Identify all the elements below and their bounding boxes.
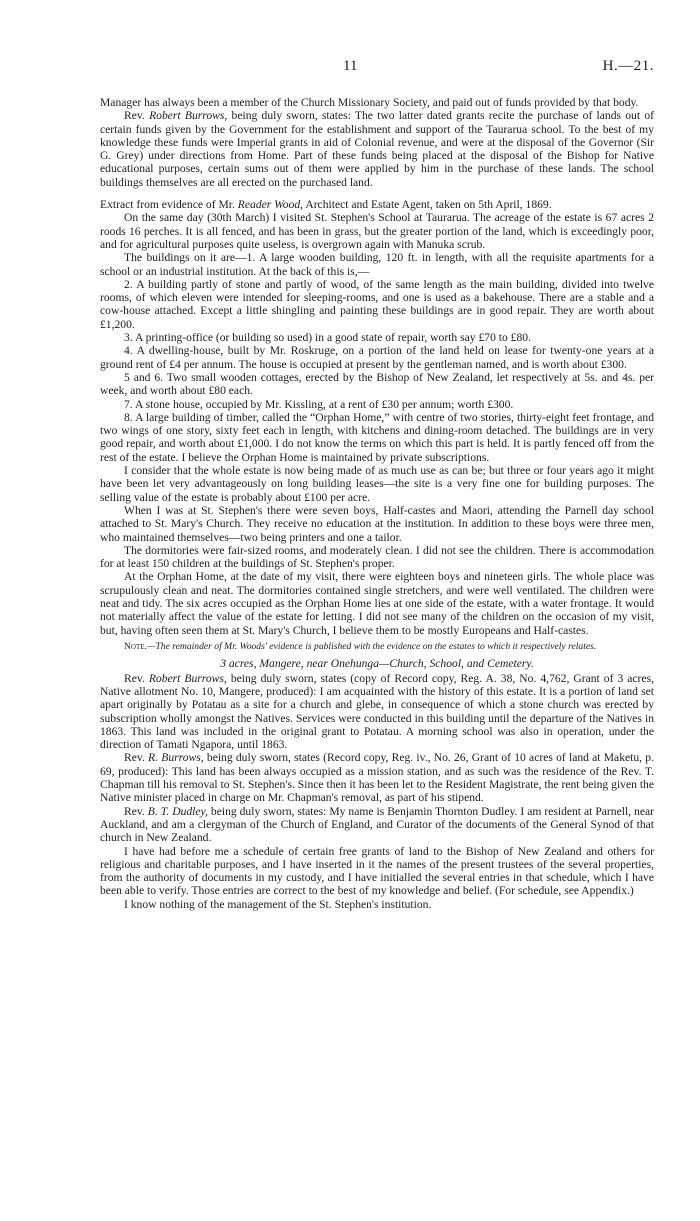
paragraph: 2. A building partly of stone and partly of wood, of the same length as the main building, divided into twelve rooms, of which eleven were intended for sleeping-rooms, and one is used as a bakehouse. There are a stable and a cow-house attached. Except a little shingling and painting these buildings are in good repair. They are worth about £1,200. — [100, 277, 654, 331]
paragraph: On the same day (30th March) I visited St. Stephen's School at Taurarua. The acreage of the estate is 67 acres 2 roods 16 perches. It is all fenced, and has been in grass, but the greater portion of the land, which is exceedingly poor, and for agricultural purposes quite useless, is overgrown again with Manuka scrub. — [100, 211, 654, 251]
evidence-extract-heading — [100, 198, 654, 211]
paragraph: Manager has always been a member of the Church Missionary Society, and paid out of funds provided by that body. — [100, 96, 639, 109]
witness-name: Robert Burrows, — [149, 109, 228, 123]
paragraph: 5 and 6. Two small wooden cottages, erected by the Bishop of New Zealand, let respectively at 5s. and 4s. per week, and worth about £80 each. — [100, 370, 654, 398]
paragraph: At the Orphan Home, at the date of my visit, there were eighteen boys and nineteen girls. The whole place was scrupulously clean and neat. The dormitories contained single stretchers, and were well ventilated. The children were neat and tidy. The six acres occupied as the Orphan Home lies at one side of the estate, with a water frontage. It would not materially affect the value of the estate for letting. I did not see many of the children on the occasion of my visit, but, having often seen them at St. Mary's Church, I believe them to be mostly Europeans and Half-castes. — [100, 570, 654, 637]
note-label: Note. — [124, 640, 147, 652]
paragraph-burrows-mangere — [100, 672, 654, 752]
paragraph-text: being duly sworn, states (copy of Record copy, Reg. A. 38, No. 4,762, Grant of 3 acres, Native allotment No. 10, Mangere, produced): I am acquainted with the history of this estate. It is a portion of land set apart originally by Potatau as a site for a church and glebe, in consequence of which a stone church was erected by subscription wholly amongst the Natives. Services were conducted in this building until the departure of the Natives in 1863. This land was included in the original grant to Potatau. A morning school was also in operation, under the direction of Tamati Ngapora, until 1863. — [100, 671, 654, 752]
title-prefix: Rev. — [124, 751, 149, 765]
paragraph-text: being duly sworn, states: My name is Benjamin Thornton Dudley. I am resident at Parnell, near Auckland, and am a clergyman of the Church of England, and Curator of the documents of the General Synod of that church in New Zealand. — [100, 804, 654, 845]
heading-text: Architect and Estate Agent, taken on 5th April, 1869. — [303, 198, 552, 212]
paragraph-text: being duly sworn, states: The two latter dated grants recite the purchase of lands out of certain funds given by the Government for the establishment and support of the Taurarua school. To the best of my knowledge these funds were Imperial grants in aid of Colonial revenue, and were at the disposal of the Governor (Sir G. Grey) under directions from Home. Part of these funds being placed at the disposal of the Bishop for Native educational purposes, certain sums out of them were applied by him in the purchase of these lands. The school buildings themselves are all erected on the purchased land. — [100, 109, 654, 189]
page-header — [100, 60, 654, 96]
paragraph-burrows-testimony — [100, 109, 654, 189]
paragraph: The buildings on it are—1. A large wooden building, 120 ft. in length, with all the requisite apartments for a school or an industrial institution. At the back of this is,— — [100, 251, 654, 278]
paragraph-dudley-testimony — [100, 805, 654, 845]
witness-name: Reader Wood, — [237, 198, 304, 212]
title-prefix: Rev. — [124, 671, 149, 685]
paragraph: The dormitories were fair-sized rooms, and moderately clean. I did not see the children. There is accommodation for at least 150 children at the buildings of St. Stephen's proper. — [100, 543, 654, 571]
section-heading: 3 acres, Mangere, near Onehunga—Church, School, and Cemetery. — [220, 657, 534, 671]
note-text: —The remainder of Mr. Woods' evidence is published with the evidence on the estates to which it respectively relates. — [146, 640, 597, 652]
witness-name: R. Burrows, — [148, 751, 204, 765]
paragraph: I consider that the whole estate is now being made of as much use as can be; but three or four years ago it might have been let very advantageously on long building leases—the site is a very fine one for building purposes. The selling value of the estate is probably about £100 per acre. — [100, 464, 654, 504]
paragraph-text: being duly sworn, states (Record copy, Reg. iv., No. 26, Grant of 10 acres of land at Maketu, p. 69, produced): This land has been always occupied as a mission station, and as such was the residence of the Rev. T. Chapman till his removal to St. Stephen's. Since then it has been let to the Resident Magistrate, the rent being given the Native minister placed in charge on Mr. Chapman's removal, as part of his stipend. — [100, 751, 654, 805]
paragraph-burrows-maketu — [100, 751, 654, 804]
paragraph: I know nothing of the management of the St. Stephen's institution. — [124, 897, 432, 911]
heading-prefix: Extract from evidence of Mr. — [100, 198, 238, 212]
paragraph: 7. A stone house, occupied by Mr. Kissling, at a rent of £30 per annum; worth £300. — [124, 397, 514, 411]
paragraph: I have had before me a schedule of certain free grants of land to the Bishop of New Zealand and others for religious and charitable purposes, and I have inserted in it the names of the present trustees of the several properties, from the authority of documents in my custody, and I have initialled the several entries in that schedule, which I have been able to verify. Those entries are correct to the best of my knowledge and belief. (For schedule, see Appendix.) — [100, 844, 654, 898]
paragraph: 8. A large building of timber, called the “Orphan Home,” with centre of two stories, thirty-eight feet frontage, and two wings of one story, sixty feet each in length, with kitchens and dining-room detached. The buildings are in very good repair, and worth about £1,000. I do not know the terms on which this part is held. It is partly fenced off from the rest of the estate. I believe the Orphan Home is maintained by private subscriptions. — [100, 410, 654, 464]
paragraph: 4. A dwelling-house, built by Mr. Roskruge, on a portion of the land held on lease for twenty-one years at a ground rent of £4 per annum. The house is occupied at present by the gentleman named, and is worth about £300. — [100, 344, 654, 371]
title-prefix: Rev. — [124, 109, 150, 123]
witness-name: B. T. Dudley, — [147, 804, 208, 818]
title-prefix: Rev. — [124, 804, 148, 818]
document-reference: H.—21. — [602, 58, 654, 74]
witness-name: Robert Burrows, — [148, 671, 227, 685]
paragraph: When I was at St. Stephen's there were seven boys, Half-castes and Maori, attending the Parnell day school attached to St. Mary's Church. They receive no education at the institution. In addition to these boys were three men, who maintained themselves—two being printers and one a tailor. — [100, 503, 654, 544]
paragraph: 3. A printing-office (or building so used) in a good state of repair, worth say £70 to £80. — [124, 331, 531, 345]
editorial-note — [100, 641, 654, 653]
page-number: 11 — [343, 58, 358, 74]
